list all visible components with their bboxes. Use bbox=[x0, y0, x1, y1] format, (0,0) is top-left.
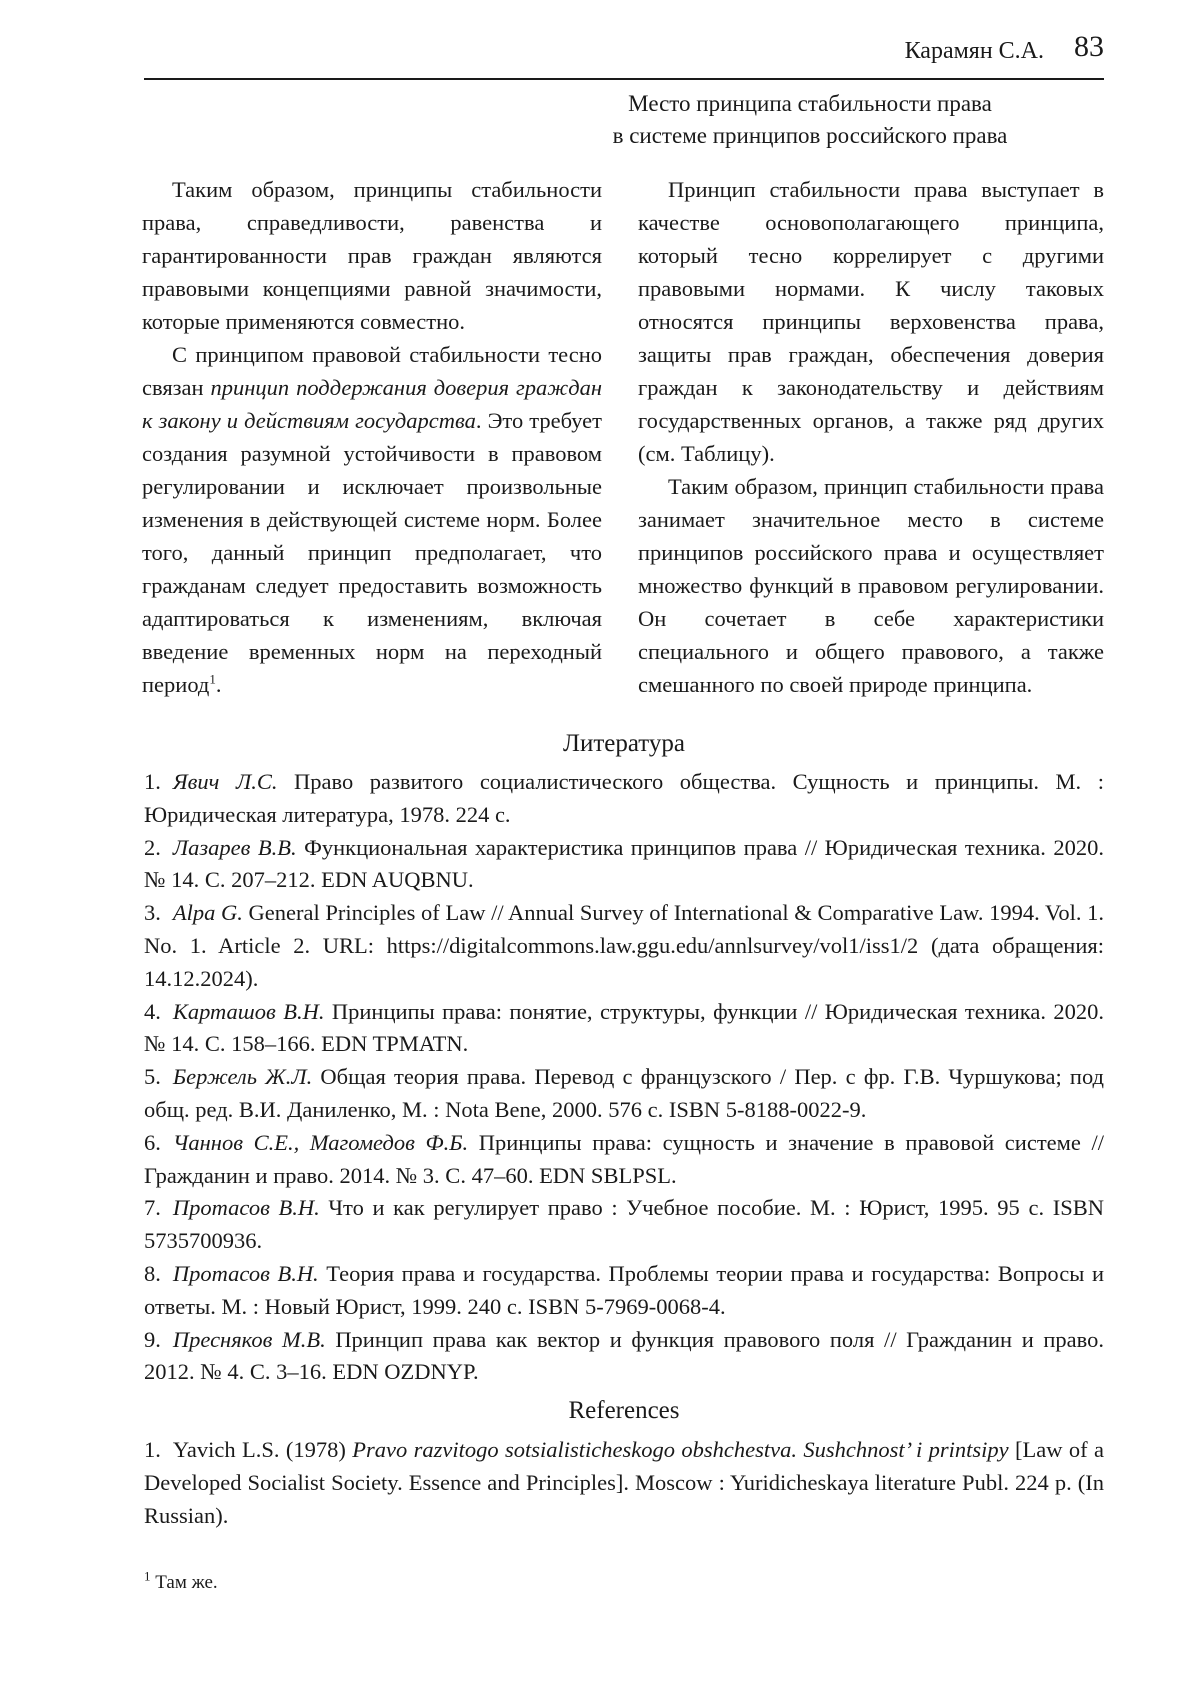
footnote-reference[interactable]: 1 bbox=[209, 671, 216, 687]
entry-author: Yavich L.S. (1978) bbox=[172, 1437, 353, 1462]
references-list bbox=[144, 1434, 1104, 1532]
references-heading: References bbox=[568, 1397, 680, 1424]
entry-text: Что и как регулирует право : Учебное пособие. М. : Юрист, 1995. 95 с. ISBN 5735700936. bbox=[144, 1195, 1104, 1254]
literature-entry bbox=[144, 897, 1104, 995]
right-column bbox=[638, 173, 1104, 701]
entry-number: 1. bbox=[144, 769, 161, 794]
entry-text: Принципы права: понятие, структуры, функции // Юридическая техника. 2020. № 14. С. 158–166. EDN TPMATN. bbox=[144, 998, 1104, 1057]
literature-entry bbox=[144, 1127, 1104, 1193]
entry-author: Бержель Ж.Л. bbox=[172, 1064, 313, 1090]
page-number: 83 bbox=[1074, 30, 1104, 63]
literature-heading: Литература bbox=[563, 730, 685, 757]
right-paragraph-1: Принцип стабильности права выступает в качестве основополагающего принципа, который тесно коррелирует с другими правовыми нормами. К числу таковых относятся принципы верховенства права, защиты прав граждан, обеспечения доверия граждан к законодательству и действиям государственных органов, а также ряд других (см. Таблицу). bbox=[638, 177, 1104, 466]
entry-text: Принцип права как вектор и функция правового поля // Гражданин и право. 2012. № 4. С. 3–16. EDN OZDNYP. bbox=[144, 1326, 1104, 1385]
literature-entry bbox=[144, 766, 1104, 832]
entry-title: Pravo razvitogo sotsialisticheskogo obshchestva. Sushchnost’ i printsipy bbox=[352, 1437, 1009, 1462]
entry-number: 4. bbox=[144, 998, 161, 1024]
literature-entry bbox=[144, 832, 1104, 898]
entry-number: 5. bbox=[144, 1064, 161, 1090]
entry-number: 9. bbox=[144, 1326, 161, 1352]
left-p2-end: . Это требует создания разумной устойчивости в правовом регулировании и исключает произвольные изменения в действующей системе норм. Более того, данный принцип предполагает, что гражданам следует предоставить возможность адаптироваться к изменениям, включая введение временных норм на переходный период bbox=[142, 408, 602, 697]
entry-number: 1. bbox=[144, 1437, 161, 1462]
left-p2-start: С принципом правовой стабильности тесно связан bbox=[142, 342, 602, 400]
header-author: Карамян С.А. bbox=[904, 38, 1044, 64]
entry-number: 3. bbox=[144, 900, 161, 926]
footnote-mark: 1 bbox=[144, 1568, 151, 1584]
left-paragraph-1: Таким образом, принципы стабильности права, справедливости, равенства и гарантированности прав граждан являются правовыми концепциями равной значимости, которые применяются совместно. bbox=[142, 177, 602, 334]
entry-author: Чаннов С.Е., Магомедов Ф.Б. bbox=[172, 1129, 469, 1155]
entry-text: Принципы права: сущность и значение в правовой системе // Гражданин и право. 2014. № 3. С. 47–60. EDN SBLPSL. bbox=[144, 1129, 1104, 1188]
entry-text[interactable]: General Principles of Law // Annual Survey of International & Comparative Law. 1994. Vol. 1. No. 1. Article 2. URL: https://digitalcommons.law.ggu.edu/annlsurvey/vol1/iss1/2 (дата обращения: 14.12.2024). bbox=[144, 900, 1104, 991]
left-p2-period: . bbox=[215, 672, 222, 697]
entry-number: 6. bbox=[144, 1129, 161, 1155]
entry-number: 7. bbox=[144, 1195, 161, 1221]
running-title-line-2: в системе принципов российского права bbox=[612, 123, 1008, 148]
literature-list bbox=[144, 766, 1104, 1389]
entry-author: Лазарев В.В. bbox=[172, 834, 297, 860]
entry-text: Теория права и государства. Проблемы теории права и государства: Вопросы и ответы. М. : Новый Юрист, 1999. 240 с. ISBN 5-7969-0068-4. bbox=[144, 1260, 1104, 1319]
literature-entry bbox=[144, 1324, 1104, 1390]
running-title bbox=[570, 88, 1050, 152]
entry-number: 8. bbox=[144, 1260, 161, 1286]
entry-author: Явич Л.С. bbox=[172, 769, 278, 794]
literature-entry bbox=[144, 996, 1104, 1062]
entry-author: Карташов В.Н. bbox=[172, 998, 325, 1024]
entry-text: Функциональная характеристика принципов права // Юридическая техника. 2020. № 14. С. 207–212. EDN AUQBNU. bbox=[144, 834, 1104, 893]
page-header bbox=[144, 28, 1104, 80]
left-paragraph-2 bbox=[142, 338, 602, 701]
running-title-line-1: Место принципа стабильности права bbox=[628, 91, 992, 116]
entry-text: [Law of a Developed Socialist Society. Essence and Principles]. Moscow : Yuridicheskaya literature Publ. 224 p. (In Russian). bbox=[144, 1437, 1104, 1528]
entry-author: Alpa G. bbox=[172, 900, 243, 926]
right-paragraph-2: Таким образом, принцип стабильности права занимает значительное место в системе принципов российского права и осуществляет множество функций в правовом регулировании. Он сочетает в себе характеристики специального и общего правового, а также смешанного по своей природе принципа. bbox=[638, 474, 1104, 697]
footnote bbox=[144, 1568, 218, 1594]
entry-number: 2. bbox=[144, 834, 161, 860]
entry-author: Протасов В.Н. bbox=[172, 1195, 320, 1221]
left-p2-italic: принцип поддержания доверия граждан к закону и действиям государства bbox=[142, 375, 602, 433]
left-column bbox=[142, 173, 602, 701]
entry-author: Пресняков М.В. bbox=[172, 1326, 326, 1352]
literature-entry bbox=[144, 1061, 1104, 1127]
entry-author: Протасов В.Н. bbox=[172, 1260, 319, 1286]
entry-text: Общая теория права. Перевод с французского / Пер. с фр. Г.В. Чуршукова; под общ. ред. В.И. Даниленко, М. : Nota Bene, 2000. 576 с. ISBN 5-8188-0022-9. bbox=[144, 1064, 1104, 1122]
footnote-text: Там же. bbox=[150, 1572, 218, 1593]
literature-entry bbox=[144, 1192, 1104, 1258]
reference-entry bbox=[144, 1434, 1104, 1532]
literature-entry bbox=[144, 1258, 1104, 1324]
entry-text: Право развитого социалистического общества. Сущность и принципы. М. : Юридическая литература, 1978. 224 с. bbox=[144, 769, 1104, 827]
